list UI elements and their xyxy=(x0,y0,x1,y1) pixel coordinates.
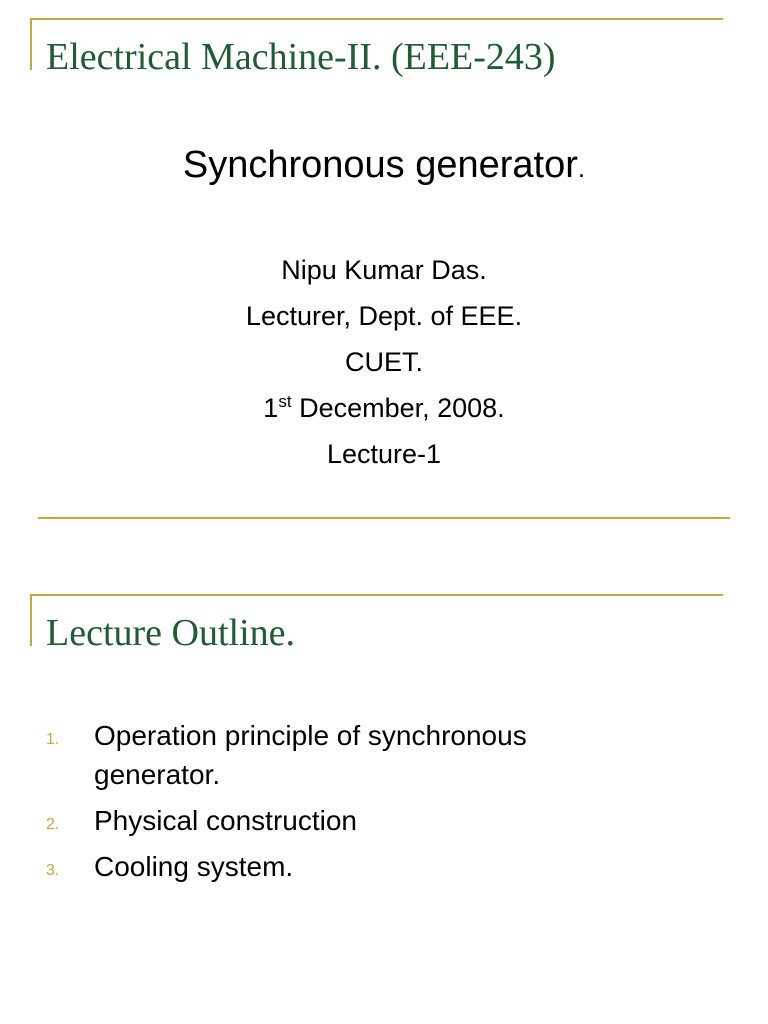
slide1-title: Electrical Machine-II. (EEE-243) xyxy=(46,36,556,78)
outline-text-2: Physical construction xyxy=(94,805,358,836)
outline-item-2 xyxy=(46,801,726,840)
slide2-left-rule xyxy=(30,594,32,646)
slide1-top-rule xyxy=(30,18,723,20)
outline-item-1 xyxy=(46,716,654,794)
outline-item-3 xyxy=(46,847,726,886)
slide1-left-rule xyxy=(30,18,32,70)
date-day: 1 xyxy=(263,393,279,423)
author-block xyxy=(0,247,768,477)
outline-number-2: 2. xyxy=(46,816,60,833)
subtitle-period: . xyxy=(577,153,586,183)
date-suffix: st xyxy=(278,392,292,411)
outline-number-3: 3. xyxy=(46,862,60,879)
lecture-number: Lecture-1 xyxy=(326,439,442,469)
slide2-top-rule xyxy=(30,594,723,596)
author-name: Nipu Kumar Das. xyxy=(281,255,487,285)
lecture-date xyxy=(0,385,768,431)
outline-number-1: 1. xyxy=(46,731,60,748)
author-institution: CUET. xyxy=(344,347,423,377)
slide1-bottom-rule xyxy=(38,517,730,519)
slide1-subtitle xyxy=(0,146,768,184)
outline-text-1: Operation principle of synchronous generator. xyxy=(94,720,527,790)
subtitle-text: Synchronous generator xyxy=(182,144,578,186)
outline-list xyxy=(46,716,726,893)
date-rest: December, 2008. xyxy=(291,393,505,423)
author-position: Lecturer, Dept. of EEE. xyxy=(245,301,523,331)
slide2-title: Lecture Outline. xyxy=(46,612,296,654)
outline-text-3: Cooling system. xyxy=(94,851,294,882)
